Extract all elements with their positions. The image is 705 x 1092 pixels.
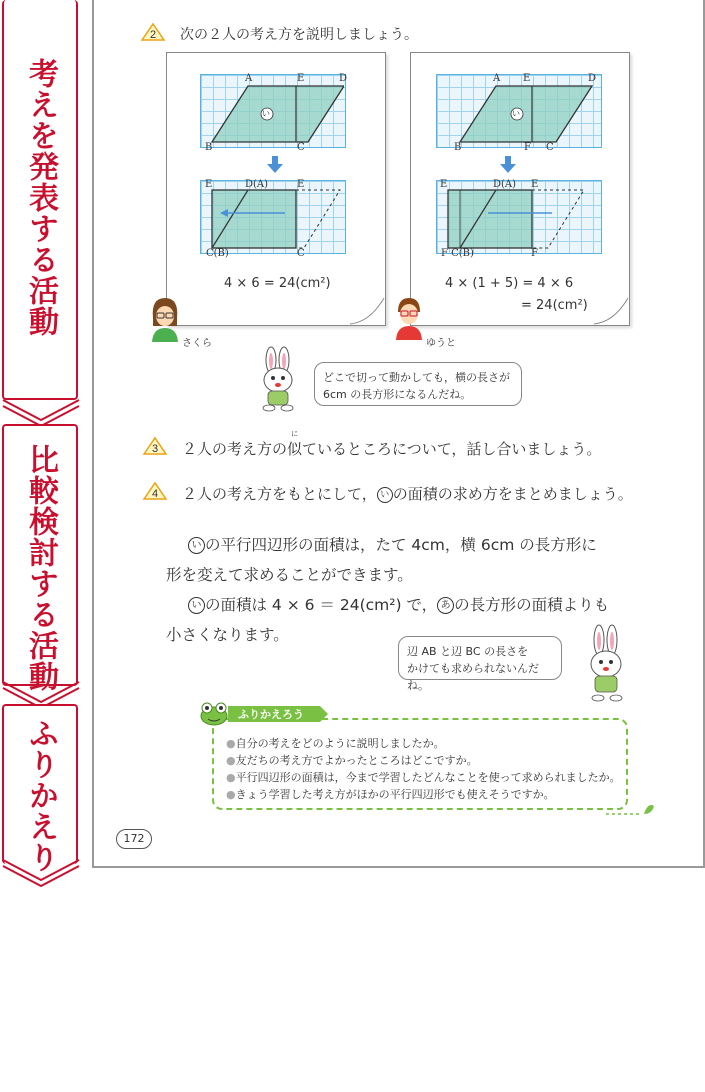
summary-line-1 bbox=[188, 533, 597, 555]
question-3-text bbox=[182, 430, 602, 459]
review-item: ●きょう学習した考え方がほかの平行四辺形でも使えそうですか。 bbox=[226, 788, 555, 801]
circled-i: い bbox=[377, 487, 393, 503]
circled-a: あ bbox=[437, 597, 454, 614]
yuto-formula-line-1: 4 × (1 + 5) = 4 × 6 bbox=[445, 276, 574, 291]
bubble-1-line-1: どこで切って動かしても，横の長さが bbox=[323, 371, 510, 384]
yuto-label-a: A bbox=[493, 73, 501, 84]
page-number: 172 bbox=[116, 829, 152, 849]
question-badge-4 bbox=[142, 481, 168, 501]
sakura-bottom-label-e: E bbox=[205, 179, 213, 190]
review-item: ●平行四辺形の面積は，今まで学習したどんなことを使って求められましたか。 bbox=[226, 771, 621, 784]
sakura-bottom-label-c: C bbox=[297, 248, 305, 259]
question-3-text-before: ２人の考え方の bbox=[182, 440, 288, 458]
down-arrow-icon bbox=[500, 156, 516, 174]
frog-icon bbox=[198, 700, 230, 726]
yuto-bottom-label-e: E bbox=[440, 179, 448, 190]
side-tab-comparison bbox=[2, 424, 78, 692]
yuto-label-e: E bbox=[523, 73, 531, 84]
question-badge-2 bbox=[140, 22, 166, 42]
yuto-bottom-rectangle bbox=[436, 180, 600, 252]
sakura-bottom-label-e2: E bbox=[297, 179, 305, 190]
question-4-text bbox=[182, 483, 633, 504]
sakura-label-d: D bbox=[339, 73, 348, 84]
yuto-name: ゆうと bbox=[426, 338, 456, 349]
question-2-text: 次の２人の考え方を説明しましょう。 bbox=[180, 27, 418, 43]
svg-text:3: 3 bbox=[151, 443, 159, 455]
bubble-2-line-2: かけても求められないんだね。 bbox=[407, 662, 539, 692]
page-curl bbox=[350, 296, 386, 326]
yuto-label-c: C bbox=[546, 142, 554, 153]
side-tab-presentation bbox=[2, 0, 78, 400]
yuto-bottom-label-fcb: F C(B) bbox=[441, 248, 474, 259]
sakura-label-e: E bbox=[297, 73, 305, 84]
question-3-text-after: ているところについて，話し合いましょう。 bbox=[302, 440, 602, 458]
sakura-label-i: い bbox=[262, 109, 270, 118]
sakura-label-b: B bbox=[205, 142, 213, 153]
circled-i: い bbox=[188, 597, 205, 614]
side-tab-review-label: ふりかえり bbox=[23, 718, 58, 873]
review-title: ふりかえろう bbox=[238, 708, 304, 721]
sakura-top-parallelogram bbox=[200, 74, 344, 146]
rabbit-mascot-icon bbox=[254, 346, 302, 412]
side-tab-review bbox=[2, 704, 78, 873]
question-3-ruby-base: 似 bbox=[287, 440, 303, 458]
yuto-bottom-label-da: D(A) bbox=[493, 179, 517, 190]
yuto-label-i: い bbox=[512, 109, 520, 118]
page-curl bbox=[594, 296, 630, 326]
summary-line-2: 形を変えて求めることができます。 bbox=[166, 566, 413, 584]
sakura-bottom-rectangle bbox=[200, 180, 350, 252]
yuto-label-f: F bbox=[524, 142, 531, 153]
yuto-bottom-label-e2: E bbox=[531, 179, 539, 190]
yuto-label-d: D bbox=[588, 73, 597, 84]
question-4-text-before: ２人の考え方をもとにして， bbox=[182, 485, 377, 503]
summary-line-3-text-b: の長方形の面積よりも bbox=[454, 596, 610, 614]
svg-text:4: 4 bbox=[151, 488, 159, 500]
summary-line-1-text: の平行四辺形の面積は，たて 4cm，横 6cm の長方形に bbox=[205, 536, 597, 554]
sakura-name: さくら bbox=[182, 338, 212, 349]
rabbit-speech-bubble-1 bbox=[314, 362, 522, 406]
summary-line-4: 小さくなります。 bbox=[166, 626, 289, 644]
svg-text:2: 2 bbox=[149, 29, 157, 41]
yuto-bottom-label-f: F bbox=[531, 248, 538, 259]
chevron-divider bbox=[2, 858, 80, 890]
question-4-text-after: の面積の求め方をまとめましょう。 bbox=[392, 485, 633, 503]
summary-line-3-text-a: の面積は 4 × 6 ＝ 24(cm²) で， bbox=[205, 596, 438, 614]
bubble-1-line-2: 6cm の長方形になるんだね。 bbox=[323, 388, 472, 401]
summary-line-3 bbox=[188, 593, 609, 615]
circled-i: い bbox=[188, 537, 205, 554]
leaf-icon bbox=[606, 800, 656, 820]
question-3-ruby-text: に bbox=[291, 430, 299, 438]
rabbit-speech-bubble-2 bbox=[398, 636, 562, 692]
sakura-label-a: A bbox=[245, 73, 253, 84]
review-item: ●自分の考えをどのように説明しましたか。 bbox=[226, 737, 445, 750]
side-tab-comparison-label: 比較検討する活動 bbox=[23, 444, 58, 692]
question-badge-3 bbox=[142, 436, 168, 456]
sakura-bottom-label-da: D(A) bbox=[245, 179, 269, 190]
side-tab-presentation-label: 考えを発表する活動 bbox=[23, 58, 58, 337]
sakura-formula: 4 × 6 = 24(cm²) bbox=[224, 276, 331, 291]
review-item: ●友だちの考え方でよかったところはどこですか。 bbox=[226, 754, 478, 767]
down-arrow-icon bbox=[267, 156, 283, 174]
sakura-bottom-label-cb: C(B) bbox=[206, 248, 229, 259]
rabbit-mascot-icon bbox=[580, 622, 630, 712]
sakura-label-c: C bbox=[297, 142, 305, 153]
yuto-avatar bbox=[392, 294, 426, 340]
yuto-label-b: B bbox=[454, 142, 462, 153]
yuto-formula-line-2: = 24(cm²) bbox=[521, 298, 588, 313]
bubble-2-line-1: 辺 AB と辺 BC の長さを bbox=[407, 645, 529, 658]
sakura-avatar bbox=[148, 296, 182, 342]
